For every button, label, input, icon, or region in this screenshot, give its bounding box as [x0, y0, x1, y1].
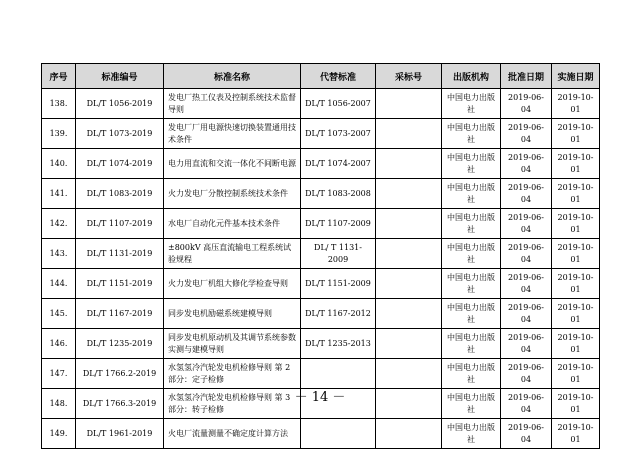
- cell-adopts: [376, 239, 442, 269]
- cell-code: DL/T 1766.2-2019: [76, 359, 164, 389]
- cell-code: DL/T 1083-2019: [76, 179, 164, 209]
- cell-replaces: DL/T 1074-2007: [301, 149, 376, 179]
- cell-effective: 2019-10-01: [552, 239, 600, 269]
- header-name: 标准名称: [164, 64, 301, 89]
- cell-name: 水氢氢冷汽轮发电机检修导则 第 2 部分：定子检修: [164, 359, 301, 389]
- cell-name: 发电厂热工仪表及控制系统技术监督导则: [164, 89, 301, 119]
- cell-code: DL/T 1056-2019: [76, 89, 164, 119]
- cell-name: 电力用直流和交流一体化不间断电源: [164, 149, 301, 179]
- cell-replaces: DL/T 1151-2009: [301, 269, 376, 299]
- cell-adopts: [376, 209, 442, 239]
- cell-approved: 2019-06-04: [501, 299, 552, 329]
- cell-seq: 149.: [42, 419, 76, 449]
- table-row: [42, 419, 600, 449]
- cell-adopts: [376, 329, 442, 359]
- cell-seq: 143.: [42, 239, 76, 269]
- cell-approved: 2019-06-04: [501, 89, 552, 119]
- cell-replaces: DL/T 1107-2009: [301, 209, 376, 239]
- cell-name: 同步发电机原动机及其调节系统参数实测与建模导则: [164, 329, 301, 359]
- cell-adopts: [376, 179, 442, 209]
- cell-adopts: [376, 269, 442, 299]
- cell-approved: 2019-06-04: [501, 419, 552, 449]
- cell-approved: 2019-06-04: [501, 119, 552, 149]
- cell-seq: 140.: [42, 149, 76, 179]
- table-row: [42, 329, 600, 359]
- cell-approved: 2019-06-04: [501, 269, 552, 299]
- cell-effective: 2019-10-01: [552, 359, 600, 389]
- cell-name: 水电厂自动化元件基本技术条件: [164, 209, 301, 239]
- cell-seq: 145.: [42, 299, 76, 329]
- cell-adopts: [376, 89, 442, 119]
- cell-publisher: 中国电力出版社: [442, 299, 501, 329]
- cell-seq: 144.: [42, 269, 76, 299]
- cell-effective: 2019-10-01: [552, 419, 600, 449]
- header-adopts: 采标号: [376, 64, 442, 89]
- cell-publisher: 中国电力出版社: [442, 179, 501, 209]
- table-row: [42, 299, 600, 329]
- cell-publisher: 中国电力出版社: [442, 119, 501, 149]
- cell-seq: 147.: [42, 359, 76, 389]
- cell-code: DL/T 1073-2019: [76, 119, 164, 149]
- cell-code: DL/T 1766.3-2019: [76, 389, 164, 419]
- cell-effective: 2019-10-01: [552, 269, 600, 299]
- cell-publisher: 中国电力出版社: [442, 209, 501, 239]
- cell-adopts: [376, 119, 442, 149]
- cell-approved: 2019-06-04: [501, 149, 552, 179]
- cell-name: 水氢氢冷汽轮发电机检修导则 第 3 部分：转子检修: [164, 389, 301, 419]
- cell-approved: 2019-06-04: [501, 389, 552, 419]
- cell-effective: 2019-10-01: [552, 209, 600, 239]
- cell-seq: 139.: [42, 119, 76, 149]
- cell-name: 同步发电机励磁系统建模导则: [164, 299, 301, 329]
- cell-approved: 2019-06-04: [501, 239, 552, 269]
- cell-adopts: [376, 359, 442, 389]
- header-seq: 序号: [42, 64, 76, 89]
- cell-replaces: DL/T 1083-2008: [301, 179, 376, 209]
- cell-approved: 2019-06-04: [501, 179, 552, 209]
- cell-publisher: 中国电力出版社: [442, 419, 501, 449]
- cell-approved: 2019-06-04: [501, 209, 552, 239]
- cell-adopts: [376, 149, 442, 179]
- cell-seq: 148.: [42, 389, 76, 419]
- cell-seq: 138.: [42, 89, 76, 119]
- cell-effective: 2019-10-01: [552, 329, 600, 359]
- header-code: 标准编号: [76, 64, 164, 89]
- cell-publisher: 中国电力出版社: [442, 389, 501, 419]
- cell-code: DL/T 1961-2019: [76, 419, 164, 449]
- cell-publisher: 中国电力出版社: [442, 239, 501, 269]
- table-row: [42, 119, 600, 149]
- cell-replaces: DL/T 1235-2013: [301, 329, 376, 359]
- table-row: [42, 179, 600, 209]
- table-row: [42, 239, 600, 269]
- header-publisher: 出版机构: [442, 64, 501, 89]
- cell-code: DL/T 1167-2019: [76, 299, 164, 329]
- cell-publisher: 中国电力出版社: [442, 269, 501, 299]
- cell-code: DL/T 1151-2019: [76, 269, 164, 299]
- table-header: [42, 64, 600, 89]
- cell-publisher: 中国电力出版社: [442, 329, 501, 359]
- cell-effective: 2019-10-01: [552, 89, 600, 119]
- cell-effective: 2019-10-01: [552, 179, 600, 209]
- table-row: [42, 269, 600, 299]
- cell-seq: 141.: [42, 179, 76, 209]
- cell-effective: 2019-10-01: [552, 119, 600, 149]
- cell-replaces: DL/T 1167-2012: [301, 299, 376, 329]
- cell-replaces: DL/T 1073-2007: [301, 119, 376, 149]
- cell-replaces: DL/T 1056-2007: [301, 89, 376, 119]
- cell-seq: 146.: [42, 329, 76, 359]
- cell-seq: 142.: [42, 209, 76, 239]
- cell-name: 火电厂流量测量不确定度计算方法: [164, 419, 301, 449]
- table-row: [42, 89, 600, 119]
- cell-effective: 2019-10-01: [552, 149, 600, 179]
- cell-approved: 2019-06-04: [501, 329, 552, 359]
- cell-replaces: [301, 419, 376, 449]
- cell-adopts: [376, 299, 442, 329]
- header-effective: 实施日期: [552, 64, 600, 89]
- header-replaces: 代替标准: [301, 64, 376, 89]
- cell-effective: 2019-10-01: [552, 299, 600, 329]
- cell-code: DL/T 1131-2019: [76, 239, 164, 269]
- cell-replaces: [301, 359, 376, 389]
- cell-publisher: 中国电力出版社: [442, 149, 501, 179]
- cell-publisher: 中国电力出版社: [442, 359, 501, 389]
- cell-effective: 2019-10-01: [552, 389, 600, 419]
- cell-name: 火力发电厂分散控制系统技术条件: [164, 179, 301, 209]
- cell-publisher: 中国电力出版社: [442, 89, 501, 119]
- cell-replaces: DL/ T 1131-2009: [301, 239, 376, 269]
- table-row: [42, 359, 600, 389]
- page-number: － 14 －: [294, 390, 346, 405]
- cell-code: DL/T 1235-2019: [76, 329, 164, 359]
- header-approved: 批准日期: [501, 64, 552, 89]
- cell-code: DL/T 1107-2019: [76, 209, 164, 239]
- cell-name: ±800kV 高压直流输电工程系统试验规程: [164, 239, 301, 269]
- cell-name: 发电厂厂用电源快速切换装置通用技术条件: [164, 119, 301, 149]
- table-row: [42, 149, 600, 179]
- cell-name: 火力发电厂机组大修化学检查导则: [164, 269, 301, 299]
- cell-approved: 2019-06-04: [501, 359, 552, 389]
- cell-code: DL/T 1074-2019: [76, 149, 164, 179]
- table-row: [42, 209, 600, 239]
- cell-adopts: [376, 419, 442, 449]
